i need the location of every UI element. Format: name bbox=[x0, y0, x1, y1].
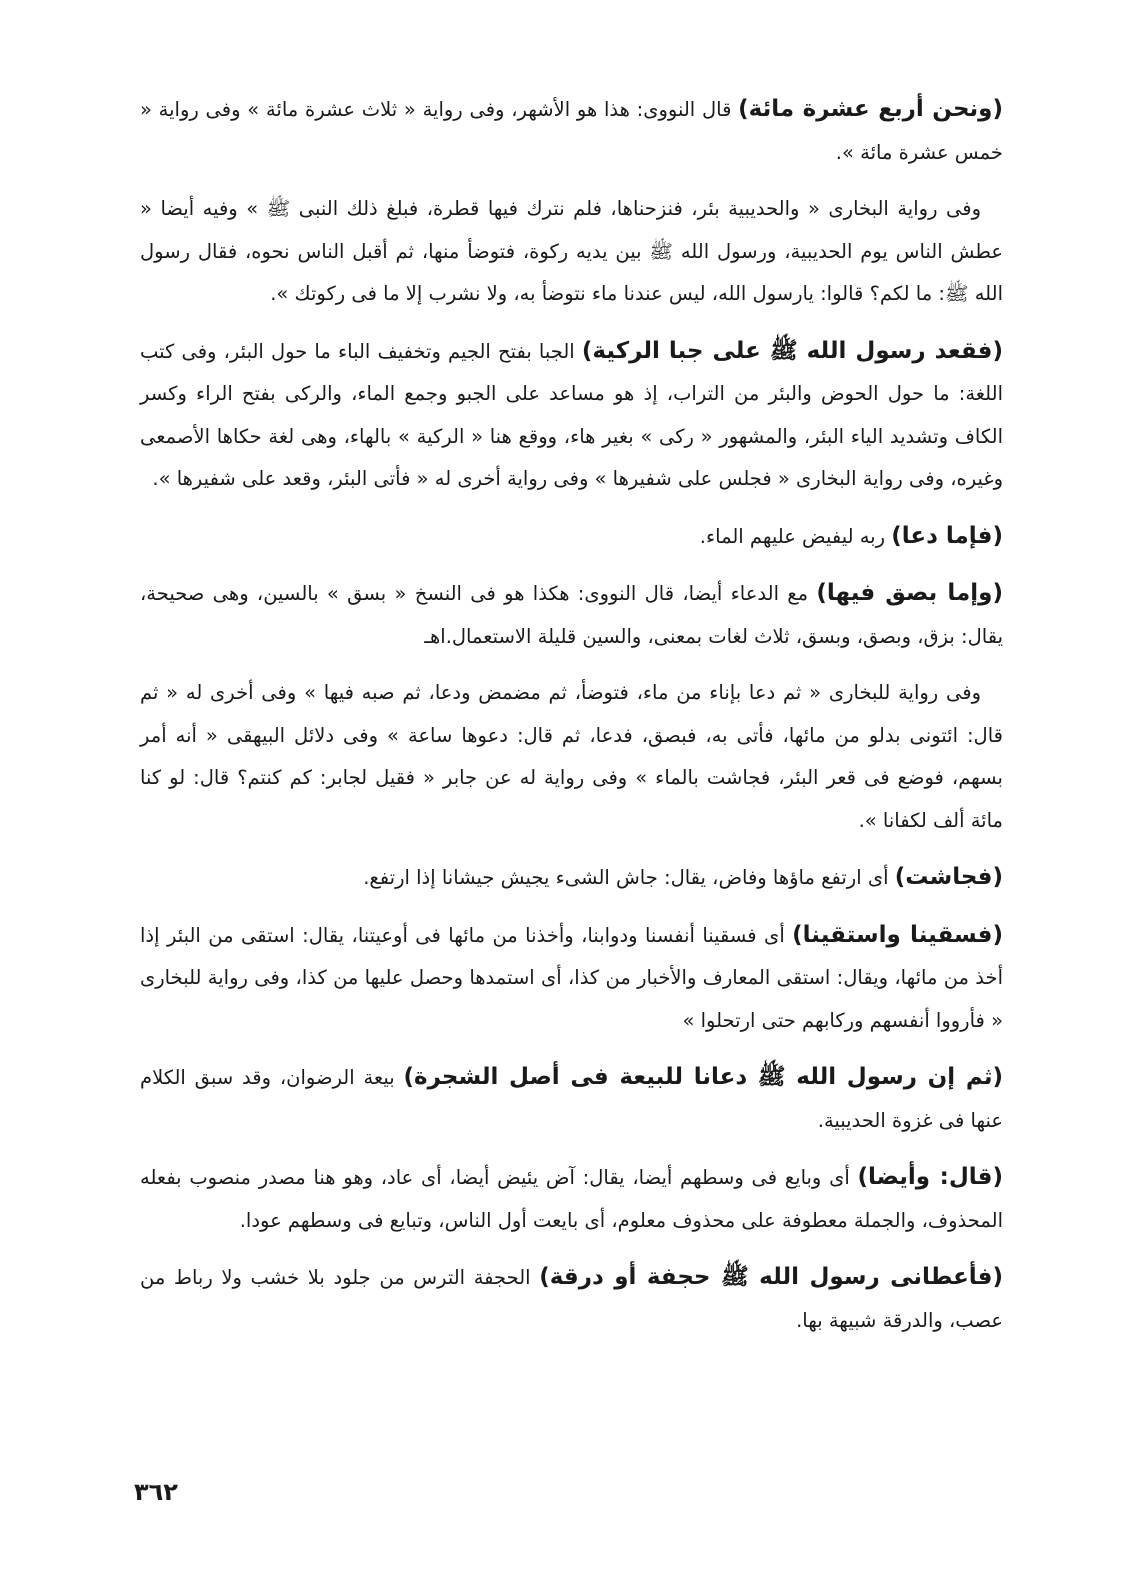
paragraph-bukhari-narration bbox=[140, 188, 1003, 316]
paragraph-text: قال النووى: هذا هو الأشهر، وفى رواية « ثلاث عشرة مائة » وفى رواية « خمس عشرة مائة ». bbox=[140, 98, 1003, 164]
paragraph-lead: (ونحن أربع عشرة مائة) bbox=[738, 96, 1003, 122]
paragraph-text: ربه ليفيض عليهم الماء. bbox=[699, 524, 892, 548]
paragraph-lead: (قال: وأيضا) bbox=[857, 1164, 1003, 1190]
paragraph-lead: (ثم إن رسول الله ﷺ دعانا للبيعة فى أصل الشجرة) bbox=[403, 1064, 1003, 1090]
paragraph-text: وفى رواية للبخارى « ثم دعا بإناء من ماء، فتوضأ، ثم مضمض ودعا، ثم صبه فيها » وفى أخرى له « ثم قال: ائتونى بدلو من مائها، فأتى به، فبصق، فدعا، ثم قال: دعوها ساعة » وفى دلائل البيهقى « أنه أمر بسهم، فوضع فى قعر البئر، فجاشت بالماء » وفى رواية له عن جابر « فقيل لجابر: كم كنتم؟ قال: لو كنا مائة ألف لكفانا ». bbox=[140, 681, 1003, 832]
paragraph-text: وفى رواية البخارى « والحديبية بئر، فنزحناها، فلم نترك فيها قطرة، فبلغ ذلك النبى ﷺ » وفيه أيضا « عطش الناس يوم الحديبية، ورسول الله ﷺ بين يديه ركوة، فتوضأ منها، ثم أقبل الناس نحوه، فقال رسول الله ﷺ: ما لكم؟ قالوا: يارسول الله، ليس عندنا ماء نتوضأ به، ولا نشرب إلا ما فى ركوتك ». bbox=[140, 197, 1003, 305]
paragraph-text: أى وبايع فى وسطهم أيضا، يقال: آض يئيض أيضا، أى عاد، وهو هنا مصدر منصوب بفعله المحذوف، والجملة معطوفة على محذوف معلوم، أى بايعت أول الناس، وتبايع فى وسطهم عودا. bbox=[140, 1166, 1003, 1232]
paragraph-we-drank bbox=[140, 914, 1003, 1043]
paragraph-text: أى فسقينا أنفسنا ودوابنا، وأخذنا من مائها فى أوعيتنا، يقال: استقى من البئر إذا أخذ من مائها، ويقال: استقى المعارف والأخبار من كذا، أى استمدها وحصل عليها من كذا، وفى رواية للبخارى « فأرووا أنفسهم وركابهم حتى ارتحلوا » bbox=[140, 923, 1003, 1032]
paragraph-number-of-companions bbox=[140, 88, 1003, 174]
paragraph-lead: (فسقينا واستقينا) bbox=[792, 921, 1003, 948]
paragraph-lead: (فإما دعا) bbox=[891, 522, 1003, 549]
paragraph-text: بيعة الرضوان، وقد سبق الكلام عنها فى غزوة الحديبية. bbox=[140, 1066, 1003, 1132]
paragraph-or-spat bbox=[140, 572, 1003, 658]
paragraph-text: الجبا بفتح الجيم وتخفيف الباء ما حول البئر، وفى كتب اللغة: ما حول الحوض والبئر من التراب، إذ هو مساعد على الجبو وجمع الماء، والركى بفتح الراء وكسر الكاف وتشديد الياء البئر، والمشهور « ركى » بغير هاء، ووقع هنا « الركية » بالهاء، وهى لغة حكاها الأصمعى وغيره، وفى رواية البخارى « فجلس على شفيرها » وفى رواية أخرى له « فأتى البئر، وقعد على شفيرها ». bbox=[140, 339, 1003, 490]
paragraph-sat-on-well-edge bbox=[140, 330, 1003, 501]
paragraph-lead: (فجاشت) bbox=[894, 864, 1003, 890]
page-number: ٣٦٢ bbox=[134, 1478, 178, 1506]
paragraph-either-prayed bbox=[140, 515, 1003, 559]
paragraph-text: أى ارتفع ماؤها وفاض، يقال: جاش الشىء يجيش جيشانا إذا ارتفع. bbox=[363, 866, 895, 889]
paragraph-pledge-under-tree bbox=[140, 1056, 1003, 1142]
paragraph-lead: (فقعد رسول الله ﷺ على جبا الركية) bbox=[581, 337, 1004, 364]
paragraph-it-gushed bbox=[140, 856, 1003, 900]
paragraph-shield bbox=[140, 1256, 1003, 1342]
paragraph-and-again bbox=[140, 1156, 1003, 1242]
paragraph-text: الحجفة الترس من جلود بلا خشب ولا رباط من عصب، والدرقة شبيهة بها. bbox=[140, 1266, 1003, 1332]
paragraph-lead: (فأعطانى رسول الله ﷺ حجفة أو درقة) bbox=[539, 1264, 1004, 1290]
paragraph-other-narrations bbox=[140, 672, 1003, 842]
paragraph-text: مع الدعاء أيضا، قال النووى: هكذا هو فى النسخ « بسق » بالسين، وهى صحيحة، يقال: بزق، وبصق، وبسق، ثلاث لغات بمعنى، والسين قليلة الاستعمال.اهـ bbox=[140, 582, 1003, 648]
paragraph-lead: (وإما بصق فيها) bbox=[816, 580, 1003, 606]
